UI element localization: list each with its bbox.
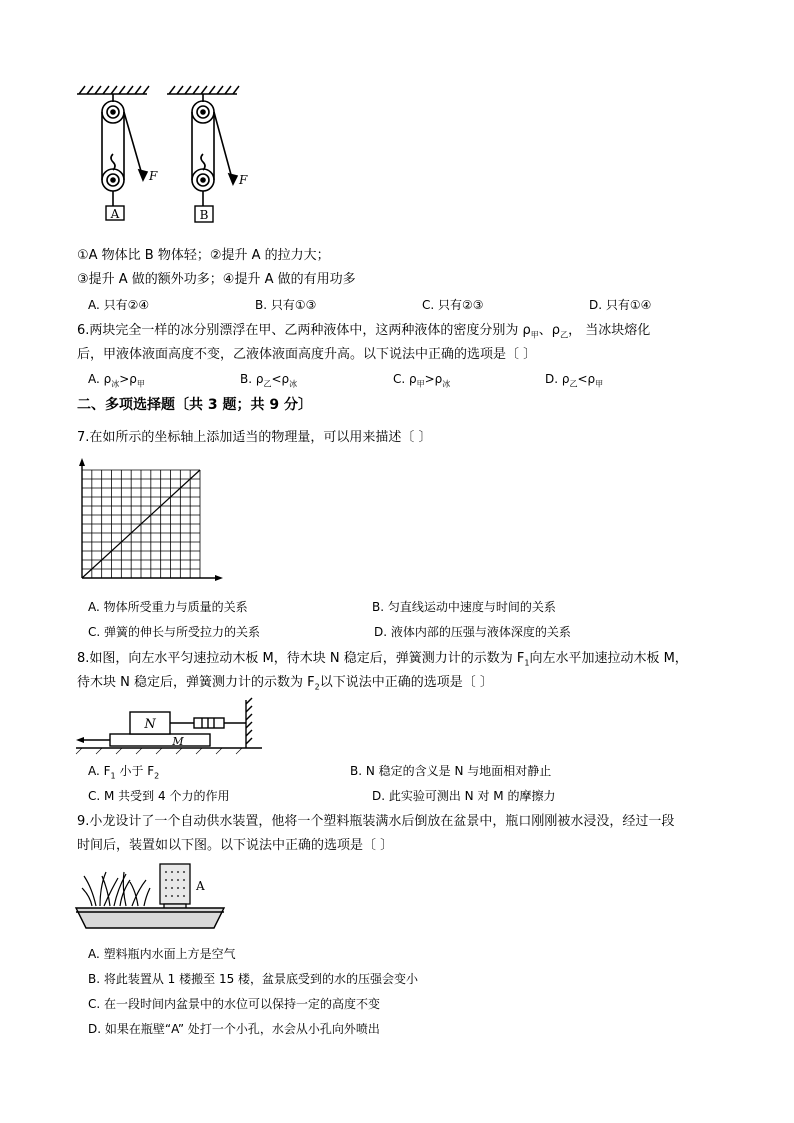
pulley-figure [75,82,248,232]
q9-option-d[interactable]: D. 如果在瓶壁“A” 处打一个小孔，水会从小孔向外喷出 [88,1022,380,1036]
section-title-multiple-choice: 二、多项选择题〔共 3 题；共 9 分〕 [77,397,312,413]
q9-option-c[interactable]: C. 在一段时间内盆景中的水位可以保持一定的高度不变 [88,997,381,1011]
q5-option-a[interactable]: A. 只有②④ [88,298,150,312]
q6-option-d[interactable]: D. $\rho_乙<\rho_甲$ [545,372,604,389]
q8-option-d[interactable]: D. 此实验可测出 N 对 M 的摩擦力 [372,789,556,803]
pulley-force-label-right: F [239,173,248,187]
q5-option-d[interactable]: D. 只有①④ [589,298,652,312]
q6-option-b[interactable]: B. $\rho_乙<\rho_冰$ [240,372,298,389]
q6-option-a[interactable]: A. $\rho_冰>\rho_甲$ [88,372,145,389]
q6-option-c[interactable]: C. $\rho_甲>\rho_冰$ [393,372,451,389]
q9-option-a[interactable]: A. 塑料瓶内水面上方是空气 [88,947,236,961]
q5-statement-1: ①A 物体比 B 物体轻；②提升 A 的拉力大； [77,248,330,263]
q7-option-b[interactable]: B. 匀直线运动中速度与时间的关系 [372,600,556,614]
q7-option-c[interactable]: C. 弹簧的伸长与所受拉力的关系 [88,625,261,639]
q6-question-line-1: 6.两块完全一样的冰分别漂浮在甲、乙两种液体中，这两种液体的密度分别为 $\rho_甲$、$\rho_乙$， 当冰块熔化 [77,323,651,340]
pulley-force-label-left: F [149,169,158,183]
q5-option-b[interactable]: B. 只有①③ [255,298,317,312]
q8-option-c[interactable]: C. M 共受到 4 个力的作用 [88,789,230,803]
pulley-label-b: B [199,208,209,222]
q5-option-c[interactable]: C. 只有②③ [422,298,484,312]
q8-option-a[interactable]: A. $F_1$ 小于 $F_2$ [88,764,160,781]
q9-water-supply-figure [74,860,230,936]
q9-option-b[interactable]: B. 将此装置从 1 楼搬至 15 楼，盆景底受到的水的压强会变小 [88,972,419,986]
q8-friction-figure [76,698,266,756]
q7-question: 7.在如所示的坐标轴上添加适当的物理量，可以用来描述〔 〕 [77,430,432,445]
q8-option-b[interactable]: B. N 稳定的含义是 N 与地面相对静止 [350,764,552,778]
q7-option-d[interactable]: D. 液体内部的压强与液体深度的关系 [374,625,571,639]
q8-figure-label-m: M [172,735,184,748]
q9-figure-label-a: A [196,879,205,893]
q7-coordinate-graph [72,458,224,586]
q8-figure-label-n: N [144,717,156,732]
q6-question-line-2: 后，甲液体液面高度不变，乙液体液面高度升高。以下说法中正确的选项是〔 〕 [77,347,537,362]
q9-question-line-1: 9.小龙设计了一个自动供水装置，他将一个塑料瓶装满水后倒放在盆景中，瓶口刚刚被水浸没，经过一段 [77,814,675,829]
q9-question-line-2: 时间后，装置如以下图。以下说法中正确的选项是〔 〕 [77,838,394,853]
q7-option-a[interactable]: A. 物体所受重力与质量的关系 [88,600,248,614]
q5-statement-2: ③提升 A 做的额外功多；④提升 A 做的有用功多 [77,272,356,287]
q8-question-line-2: 待木块 N 稳定后，弹簧测力计的示数为 $F_2$以下说法中正确的选项是〔 〕 [77,675,493,692]
q8-question-line-1: 8.如图，向左水平匀速拉动木板 M，待木块 N 稳定后，弹簧测力计的示数为 $F_1$向左水平加速拉动木板 M， [77,651,688,668]
pulley-label-a: A [110,207,120,221]
